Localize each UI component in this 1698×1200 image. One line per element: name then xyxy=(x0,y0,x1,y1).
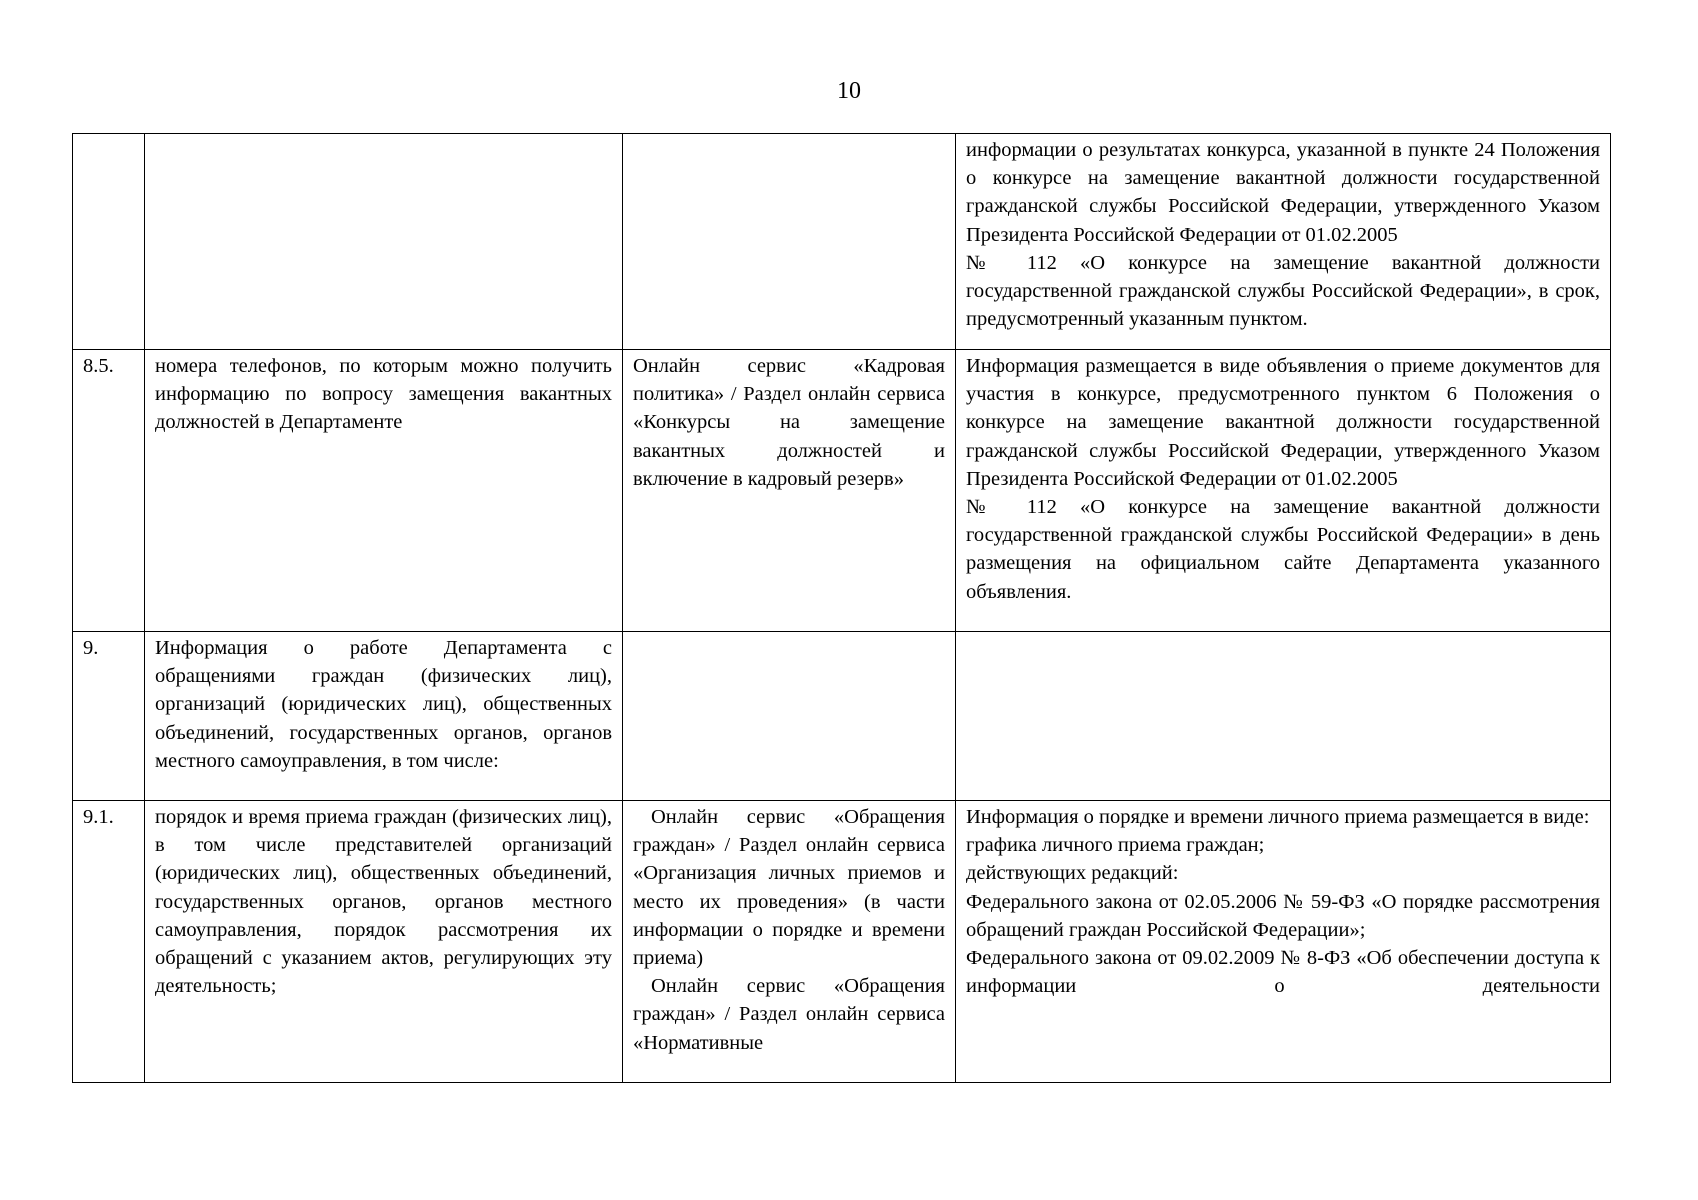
info-paragraph: Федерального закона от 09.02.2009 № 8-ФЗ «Об обеспечении доступа к информации о деятельности xyxy=(966,947,1600,998)
service-cell xyxy=(623,134,956,350)
item-paragraph: номера телефонов, по которым можно получить информацию по вопросу замещения вакантных должностей в Департаменте xyxy=(155,355,612,434)
item-paragraph: Информация о работе Департамента с обращениями граждан (физических лиц), организаций (юридических лиц), общественных объединений, государственных органов, органов местного самоуправления, в том числе: xyxy=(155,637,612,772)
table-row xyxy=(73,134,1611,350)
table-row xyxy=(73,350,1611,632)
info-paragraph: Федерального закона от 02.05.2006 № 59-ФЗ «О порядке рассмотрения обращений граждан Российской Федерации»; xyxy=(966,890,1600,941)
table-row xyxy=(73,632,1611,801)
row-number-cell: 8.5. xyxy=(73,350,145,632)
item-cell xyxy=(145,801,623,1083)
service-paragraph: Онлайн сервис «Обращения граждан» / Раздел онлайн сервиса «Нормативные xyxy=(633,975,945,1054)
info-paragraph: № 112 «О конкурсе на замещение вакантной должности государственной гражданской службы Российской Федерации» в день размещения на официальном сайте Департамента указанного объявления. xyxy=(966,496,1600,603)
item-paragraph: порядок и время приема граждан (физических лиц), в том числе представителей организаций (юридических лиц), общественных объединений, государственных органов, органов местного самоуправления, порядок рассмотрения их обращений с указанием актов, регулирующих эту деятельность; xyxy=(155,806,612,998)
info-cell xyxy=(956,134,1611,350)
service-cell xyxy=(623,350,956,632)
item-cell xyxy=(145,134,623,350)
info-cell xyxy=(956,632,1611,801)
info-paragraph: информации о результатах конкурса, указанной в пункте 24 Положения о конкурсе на замещение вакантной должности государственной гражданской службы Российской Федерации, утвержденного Указом Президента Российской Федерации от 01.02.2005 xyxy=(966,139,1600,246)
service-paragraph: Онлайн сервис «Кадровая политика» / Раздел онлайн сервиса «Конкурсы на замещение вакантных должностей и включение в кадровый резерв» xyxy=(633,355,945,490)
document-table xyxy=(72,133,1611,1083)
info-cell xyxy=(956,350,1611,632)
row-number-cell: 9.1. xyxy=(73,801,145,1083)
info-paragraph: Информация размещается в виде объявления о приеме документов для участия в конкурсе, предусмотренного пунктом 6 Положения о конкурсе на замещение вакантной должности государственной гражданской службы Российской Федерации, утвержденного Указом Президента Российской Федерации от 01.02.2005 xyxy=(966,355,1600,490)
info-paragraph: графика личного приема граждан; xyxy=(966,834,1265,857)
page-number: 10 xyxy=(837,78,861,104)
info-paragraph: Информация о порядке и времени личного приема размещается в виде: xyxy=(966,806,1590,828)
row-number-cell xyxy=(73,134,145,350)
service-cell xyxy=(623,632,956,801)
info-paragraph: № 112 «О конкурсе на замещение вакантной должности государственной гражданской службы Российской Федерации», в срок, предусмотренный указанным пунктом. xyxy=(966,251,1600,331)
service-cell xyxy=(623,801,956,1083)
row-number-cell: 9. xyxy=(73,632,145,801)
service-paragraph: Онлайн сервис «Обращения граждан» / Раздел онлайн сервиса «Организация личных приемов и место их проведения» (в части информации о порядке и времени приема) xyxy=(633,806,945,970)
info-cell xyxy=(956,801,1611,1083)
info-paragraph: действующих редакций: xyxy=(966,862,1179,885)
table-row xyxy=(73,801,1611,1083)
item-cell xyxy=(145,350,623,632)
item-cell xyxy=(145,632,623,801)
